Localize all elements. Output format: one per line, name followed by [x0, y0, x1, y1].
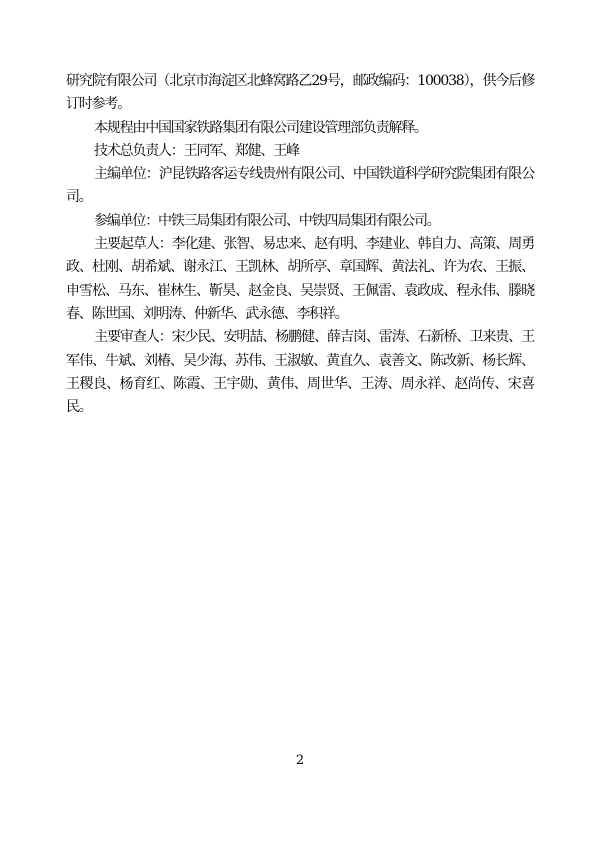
para-technical-leads: 技术总负责人：王同军、郑健、王峰: [94, 142, 299, 159]
page-number: 2: [295, 753, 305, 768]
para-chief-editing-unit: 主编单位：沪昆铁路客运专线贵州有限公司、中国铁道科学研究院集团有限公司。: [66, 166, 534, 206]
para-main-reviewers: 主要审查人：宋少民、安明喆、杨鹏健、薛吉岗、雷涛、石新桥、卫来贵、王军伟、牛斌、刘椿、吴少海、苏伟、王淑敏、黄直久、袁善文、陈改新、杨长辉、王稷良、杨育红、陈霞、王宇勋、黄伟、周世华、王涛、周永祥、赵尚传、宋喜民。: [66, 329, 534, 416]
para-interpretation-authority: 本规程由中国国家铁路集团有限公司建设管理部负责解释。: [94, 119, 427, 136]
document-body: [66, 70, 534, 419]
para-revision-reference: 研究院有限公司（北京市海淀区北蜂窝路乙29号，邮政编码：100038），供今后修订时参考。: [66, 73, 534, 113]
para-main-drafters: 主要起草人：李化建、张智、易忠来、赵有明、李建业、韩自力、高策、周勇政、杜刚、胡希斌、谢永江、王凯林、胡所亭、章国辉、黄法礼、许为农、王振、申雪松、马东、崔林生、靳昊、赵金良、吴崇贤、王佩雷、袁政成、程永伟、滕晓春、陈世国、刘明涛、仲新华、武永德、李积祥。: [66, 236, 534, 322]
para-participating-units: 参编单位：中铁三局集团有限公司、中铁四局集团有限公司。: [94, 212, 440, 229]
